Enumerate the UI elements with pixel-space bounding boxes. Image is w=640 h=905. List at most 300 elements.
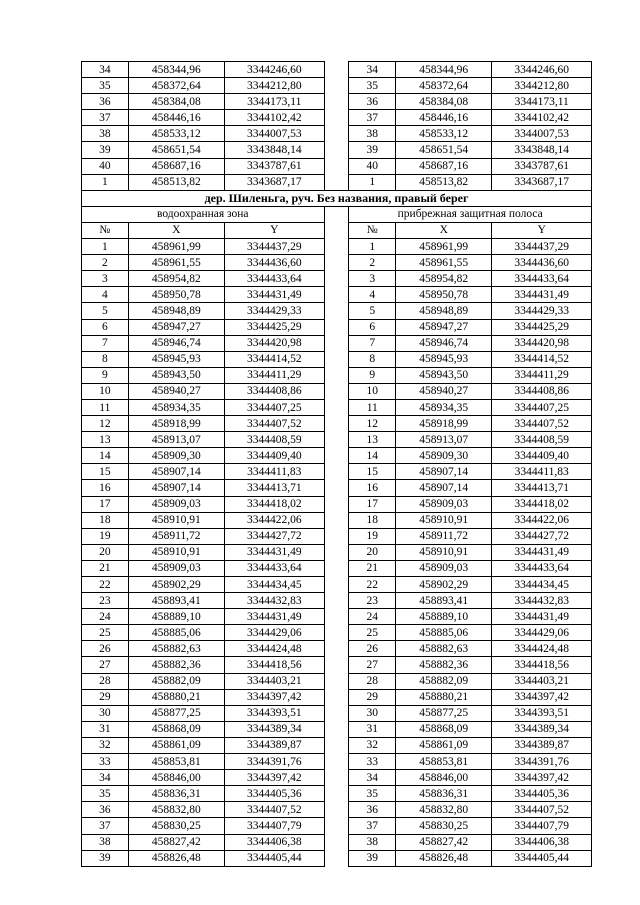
right-y-coordinate: 3344397,42 [492, 770, 592, 786]
table-row [82, 367, 592, 383]
column-gap [324, 673, 349, 689]
right-x-coordinate: 458947,27 [396, 319, 492, 335]
left-x-coordinate: 458446,16 [128, 110, 224, 126]
column-gap [324, 625, 349, 641]
right-point-number: 2 [349, 255, 396, 271]
left-point-number: 36 [82, 94, 129, 110]
right-y-coordinate: 3344403,21 [492, 673, 592, 689]
left-y-coordinate: 3344407,79 [225, 818, 325, 834]
left-x-coordinate: 458868,09 [128, 721, 224, 737]
section-title: дер. Шиленьга, руч. Без названия, правый берег [82, 190, 592, 206]
left-y-coordinate: 3344407,25 [225, 399, 325, 415]
right-point-number: 15 [349, 464, 396, 480]
right-y-coordinate: 3344418,02 [492, 496, 592, 512]
table-row [82, 126, 592, 142]
right-point-number: 1 [349, 239, 396, 255]
left-x-coordinate: 458882,09 [128, 673, 224, 689]
left-y-coordinate: 3344414,52 [225, 351, 325, 367]
column-gap [324, 850, 349, 866]
right-x-coordinate: 458907,14 [396, 480, 492, 496]
left-y-coordinate: 3344418,02 [225, 496, 325, 512]
right-x-coordinate: 458877,25 [396, 705, 492, 721]
right-point-number: 24 [349, 609, 396, 625]
right-x-coordinate: 458446,16 [396, 110, 492, 126]
left-y-coordinate: 3344407,52 [225, 416, 325, 432]
right-x-coordinate: 458909,30 [396, 448, 492, 464]
right-point-number: 18 [349, 512, 396, 528]
left-x-coordinate: 458893,41 [128, 593, 224, 609]
table-row [82, 110, 592, 126]
column-gap [324, 560, 349, 576]
right-x-coordinate: 458910,91 [396, 512, 492, 528]
right-y-coordinate: 3344411,29 [492, 367, 592, 383]
table-row [82, 625, 592, 641]
left-point-number: 21 [82, 560, 129, 576]
right-x-coordinate: 458945,93 [396, 351, 492, 367]
right-y-header: Y [492, 222, 592, 238]
table-row [82, 544, 592, 560]
right-point-number: 22 [349, 577, 396, 593]
left-point-number: 40 [82, 158, 129, 174]
right-point-number: 40 [349, 158, 396, 174]
left-x-coordinate: 458909,03 [128, 496, 224, 512]
column-gap [324, 737, 349, 753]
left-point-number: 37 [82, 818, 129, 834]
left-x-coordinate: 458861,09 [128, 737, 224, 753]
right-y-coordinate: 3344418,56 [492, 657, 592, 673]
right-point-number: 35 [349, 78, 396, 94]
right-point-number: 14 [349, 448, 396, 464]
left-point-number: 25 [82, 625, 129, 641]
column-gap [324, 593, 349, 609]
right-x-coordinate: 458826,48 [396, 850, 492, 866]
left-point-number: 31 [82, 721, 129, 737]
right-y-coordinate: 3344407,25 [492, 399, 592, 415]
right-y-coordinate: 3344407,52 [492, 416, 592, 432]
right-x-coordinate: 458830,25 [396, 818, 492, 834]
left-point-number: 28 [82, 673, 129, 689]
left-x-coordinate: 458907,14 [128, 464, 224, 480]
column-gap [324, 544, 349, 560]
table-row [82, 754, 592, 770]
left-y-coordinate: 3344422,06 [225, 512, 325, 528]
right-x-coordinate: 458948,89 [396, 303, 492, 319]
right-x-coordinate: 458961,55 [396, 255, 492, 271]
left-y-coordinate: 3344408,86 [225, 383, 325, 399]
right-x-coordinate: 458902,29 [396, 577, 492, 593]
right-x-coordinate: 458853,81 [396, 754, 492, 770]
column-gap [324, 142, 349, 158]
right-y-coordinate: 3344102,42 [492, 110, 592, 126]
right-point-number: 6 [349, 319, 396, 335]
column-gap [324, 255, 349, 271]
right-y-coordinate: 3344433,64 [492, 560, 592, 576]
right-point-number: 39 [349, 142, 396, 158]
right-x-coordinate: 458913,07 [396, 432, 492, 448]
left-y-coordinate: 3344424,48 [225, 641, 325, 657]
left-y-coordinate: 3344405,36 [225, 786, 325, 802]
right-point-number: 21 [349, 560, 396, 576]
left-point-number: 33 [82, 754, 129, 770]
right-y-coordinate: 3344431,49 [492, 287, 592, 303]
right-y-coordinate: 3344246,60 [492, 62, 592, 78]
column-gap [324, 335, 349, 351]
right-y-coordinate: 3344007,53 [492, 126, 592, 142]
right-y-coordinate: 3344429,33 [492, 303, 592, 319]
right-point-number: 23 [349, 593, 396, 609]
left-x-coordinate: 458910,91 [128, 512, 224, 528]
column-gap [324, 78, 349, 94]
left-point-number: 18 [82, 512, 129, 528]
left-x-coordinate: 458513,82 [128, 174, 224, 190]
left-y-coordinate: 3344391,76 [225, 754, 325, 770]
right-y-coordinate: 3344427,72 [492, 528, 592, 544]
left-point-number: 37 [82, 110, 129, 126]
left-point-number: 11 [82, 399, 129, 415]
left-x-coordinate: 458961,55 [128, 255, 224, 271]
right-y-coordinate: 3344411,83 [492, 464, 592, 480]
left-x-coordinate: 458880,21 [128, 689, 224, 705]
right-y-coordinate: 3344397,42 [492, 689, 592, 705]
section-heading-row [82, 190, 592, 206]
column-gap [324, 416, 349, 432]
left-x-coordinate: 458853,81 [128, 754, 224, 770]
left-point-number: 29 [82, 689, 129, 705]
table-row [82, 78, 592, 94]
right-point-number: 28 [349, 673, 396, 689]
table-row [82, 737, 592, 753]
table-row [82, 448, 592, 464]
column-gap [324, 367, 349, 383]
table-row [82, 142, 592, 158]
left-x-coordinate: 458882,36 [128, 657, 224, 673]
coordinates-table-body [82, 62, 592, 867]
table-row [82, 94, 592, 110]
right-x-coordinate: 458513,82 [396, 174, 492, 190]
left-point-number: 26 [82, 641, 129, 657]
right-point-number: 19 [349, 528, 396, 544]
left-point-number: 35 [82, 786, 129, 802]
right-y-coordinate: 3344437,29 [492, 239, 592, 255]
left-x-coordinate: 458911,72 [128, 528, 224, 544]
column-gap [324, 802, 349, 818]
left-x-coordinate: 458533,12 [128, 126, 224, 142]
column-gap [324, 834, 349, 850]
right-x-coordinate: 458651,54 [396, 142, 492, 158]
left-y-coordinate: 3344425,29 [225, 319, 325, 335]
left-y-coordinate: 3344393,51 [225, 705, 325, 721]
column-gap [324, 770, 349, 786]
column-gap [324, 432, 349, 448]
left-y-coordinate: 3344407,52 [225, 802, 325, 818]
left-x-coordinate: 458846,00 [128, 770, 224, 786]
column-gap [324, 62, 349, 78]
table-row [82, 432, 592, 448]
left-point-number: 5 [82, 303, 129, 319]
table-row [82, 480, 592, 496]
right-point-number: 32 [349, 737, 396, 753]
column-gap [324, 303, 349, 319]
right-point-number: 30 [349, 705, 396, 721]
column-gap [324, 383, 349, 399]
left-x-coordinate: 458882,63 [128, 641, 224, 657]
left-x-coordinate: 458934,35 [128, 399, 224, 415]
right-point-number: 20 [349, 544, 396, 560]
right-x-coordinate: 458940,27 [396, 383, 492, 399]
right-point-number: 37 [349, 110, 396, 126]
right-point-number: 3 [349, 271, 396, 287]
left-x-coordinate: 458946,74 [128, 335, 224, 351]
table-row [82, 657, 592, 673]
left-x-coordinate: 458945,93 [128, 351, 224, 367]
left-y-coordinate: 3344436,60 [225, 255, 325, 271]
right-point-number: 29 [349, 689, 396, 705]
right-x-coordinate: 458533,12 [396, 126, 492, 142]
table-row [82, 528, 592, 544]
left-y-coordinate: 3343787,61 [225, 158, 325, 174]
right-x-coordinate: 458827,42 [396, 834, 492, 850]
left-y-coordinate: 3344429,33 [225, 303, 325, 319]
column-gap [324, 94, 349, 110]
left-x-coordinate: 458384,08 [128, 94, 224, 110]
left-x-coordinate: 458830,25 [128, 818, 224, 834]
right-point-number: 34 [349, 62, 396, 78]
left-point-number: 1 [82, 174, 129, 190]
left-y-coordinate: 3344433,64 [225, 560, 325, 576]
right-x-coordinate: 458836,31 [396, 786, 492, 802]
left-y-coordinate: 3344418,56 [225, 657, 325, 673]
left-point-number: 1 [82, 239, 129, 255]
right-point-number: 31 [349, 721, 396, 737]
column-gap [324, 657, 349, 673]
left-y-coordinate: 3344437,29 [225, 239, 325, 255]
left-x-coordinate: 458910,91 [128, 544, 224, 560]
right-x-coordinate: 458893,41 [396, 593, 492, 609]
right-x-coordinate: 458344,96 [396, 62, 492, 78]
left-y-coordinate: 3344405,44 [225, 850, 325, 866]
water-protection-zone-label: водоохранная зона [82, 206, 325, 222]
left-point-number: 9 [82, 367, 129, 383]
right-x-coordinate: 458861,09 [396, 737, 492, 753]
left-x-coordinate: 458344,96 [128, 62, 224, 78]
right-x-coordinate: 458909,03 [396, 496, 492, 512]
right-point-number: 17 [349, 496, 396, 512]
right-y-coordinate: 3344393,51 [492, 705, 592, 721]
left-y-coordinate: 3344397,42 [225, 770, 325, 786]
left-x-coordinate: 458687,16 [128, 158, 224, 174]
right-point-number: 27 [349, 657, 396, 673]
right-y-coordinate: 3343848,14 [492, 142, 592, 158]
right-y-coordinate: 3344408,59 [492, 432, 592, 448]
right-y-coordinate: 3343687,17 [492, 174, 592, 190]
column-gap [324, 126, 349, 142]
left-x-coordinate: 458889,10 [128, 609, 224, 625]
right-y-coordinate: 3344406,38 [492, 834, 592, 850]
left-point-number: 27 [82, 657, 129, 673]
coastal-protection-strip-label: прибрежная защитная полоса [349, 206, 592, 222]
table-row [82, 834, 592, 850]
right-point-number: 1 [349, 174, 396, 190]
left-point-number: 39 [82, 850, 129, 866]
table-row [82, 577, 592, 593]
left-x-coordinate: 458827,42 [128, 834, 224, 850]
right-point-number: 16 [349, 480, 396, 496]
table-row [82, 496, 592, 512]
column-gap [324, 689, 349, 705]
right-point-number: 11 [349, 399, 396, 415]
left-point-number: 12 [82, 416, 129, 432]
column-gap [324, 158, 349, 174]
left-point-number: 30 [82, 705, 129, 721]
table-row [82, 721, 592, 737]
column-gap [324, 110, 349, 126]
right-y-coordinate: 3344405,44 [492, 850, 592, 866]
table-row [82, 512, 592, 528]
left-y-coordinate: 3344411,83 [225, 464, 325, 480]
table-row [82, 271, 592, 287]
right-x-coordinate: 458687,16 [396, 158, 492, 174]
column-gap [324, 351, 349, 367]
left-x-coordinate: 458961,99 [128, 239, 224, 255]
left-point-number: 22 [82, 577, 129, 593]
left-x-coordinate: 458950,78 [128, 287, 224, 303]
left-y-coordinate: 3344007,53 [225, 126, 325, 142]
left-point-number: 17 [82, 496, 129, 512]
column-gap [324, 641, 349, 657]
right-x-coordinate: 458934,35 [396, 399, 492, 415]
right-point-number: 33 [349, 754, 396, 770]
left-point-number: 6 [82, 319, 129, 335]
column-gap [324, 287, 349, 303]
left-point-number: 2 [82, 255, 129, 271]
table-row [82, 786, 592, 802]
right-point-number: 26 [349, 641, 396, 657]
right-y-coordinate: 3344407,52 [492, 802, 592, 818]
column-gap [324, 222, 349, 238]
left-point-number: 38 [82, 834, 129, 850]
column-gap [324, 818, 349, 834]
table-row [82, 239, 592, 255]
left-y-coordinate: 3344246,60 [225, 62, 325, 78]
left-point-number: 8 [82, 351, 129, 367]
table-row [82, 303, 592, 319]
left-y-coordinate: 3344102,42 [225, 110, 325, 126]
left-point-number: 15 [82, 464, 129, 480]
right-x-coordinate: 458909,03 [396, 560, 492, 576]
right-point-number: 34 [349, 770, 396, 786]
table-row [82, 287, 592, 303]
right-y-coordinate: 3344409,40 [492, 448, 592, 464]
column-gap [324, 448, 349, 464]
column-gap [324, 206, 349, 222]
right-point-number: 7 [349, 335, 396, 351]
left-point-number: 16 [82, 480, 129, 496]
left-x-coordinate: 458877,25 [128, 705, 224, 721]
right-y-coordinate: 3344431,49 [492, 609, 592, 625]
table-row [82, 818, 592, 834]
left-x-coordinate: 458832,80 [128, 802, 224, 818]
right-x-coordinate: 458882,09 [396, 673, 492, 689]
left-x-coordinate: 458907,14 [128, 480, 224, 496]
right-point-number: 9 [349, 367, 396, 383]
right-x-coordinate: 458946,74 [396, 335, 492, 351]
table-row [82, 62, 592, 78]
left-x-coordinate: 458954,82 [128, 271, 224, 287]
left-point-number: 32 [82, 737, 129, 753]
right-y-coordinate: 3344391,76 [492, 754, 592, 770]
right-y-coordinate: 3344424,48 [492, 641, 592, 657]
right-x-coordinate: 458943,50 [396, 367, 492, 383]
table-row [82, 705, 592, 721]
left-y-coordinate: 3344408,59 [225, 432, 325, 448]
left-y-coordinate: 3344212,80 [225, 78, 325, 94]
column-gap [324, 319, 349, 335]
left-y-coordinate: 3344433,64 [225, 271, 325, 287]
left-y-header: Y [225, 222, 325, 238]
right-x-coordinate: 458950,78 [396, 287, 492, 303]
left-point-number: 4 [82, 287, 129, 303]
table-row [82, 673, 592, 689]
left-y-coordinate: 3344429,06 [225, 625, 325, 641]
column-gap [324, 239, 349, 255]
left-point-number: 3 [82, 271, 129, 287]
left-point-number: 38 [82, 126, 129, 142]
left-x-coordinate: 458826,48 [128, 850, 224, 866]
left-y-coordinate: 3344406,38 [225, 834, 325, 850]
right-y-coordinate: 3344422,06 [492, 512, 592, 528]
right-point-number: 39 [349, 850, 396, 866]
right-point-number: 36 [349, 94, 396, 110]
right-y-coordinate: 3343787,61 [492, 158, 592, 174]
left-point-number: 35 [82, 78, 129, 94]
column-gap [324, 577, 349, 593]
right-x-coordinate: 458846,00 [396, 770, 492, 786]
column-gap [324, 399, 349, 415]
right-point-number: 10 [349, 383, 396, 399]
column-gap [324, 609, 349, 625]
left-y-coordinate: 3344420,98 [225, 335, 325, 351]
column-gap [324, 271, 349, 287]
right-x-coordinate: 458384,08 [396, 94, 492, 110]
right-x-coordinate: 458961,99 [396, 239, 492, 255]
table-row [82, 255, 592, 271]
left-x-coordinate: 458913,07 [128, 432, 224, 448]
right-y-coordinate: 3344212,80 [492, 78, 592, 94]
table-row [82, 689, 592, 705]
coordinates-table [81, 61, 592, 867]
left-point-number: 14 [82, 448, 129, 464]
table-row [82, 593, 592, 609]
right-point-number: 35 [349, 786, 396, 802]
table-row [82, 399, 592, 415]
right-x-coordinate: 458885,06 [396, 625, 492, 641]
left-x-coordinate: 458918,99 [128, 416, 224, 432]
table-row [82, 609, 592, 625]
right-point-number: 5 [349, 303, 396, 319]
right-y-coordinate: 3344420,98 [492, 335, 592, 351]
left-point-number: 7 [82, 335, 129, 351]
table-row [82, 335, 592, 351]
column-gap [324, 174, 349, 190]
left-x-coordinate: 458372,64 [128, 78, 224, 94]
left-point-number: 34 [82, 770, 129, 786]
table-row [82, 464, 592, 480]
left-point-number: 20 [82, 544, 129, 560]
column-gap [324, 512, 349, 528]
left-x-coordinate: 458836,31 [128, 786, 224, 802]
column-gap [324, 786, 349, 802]
left-y-coordinate: 3344397,42 [225, 689, 325, 705]
